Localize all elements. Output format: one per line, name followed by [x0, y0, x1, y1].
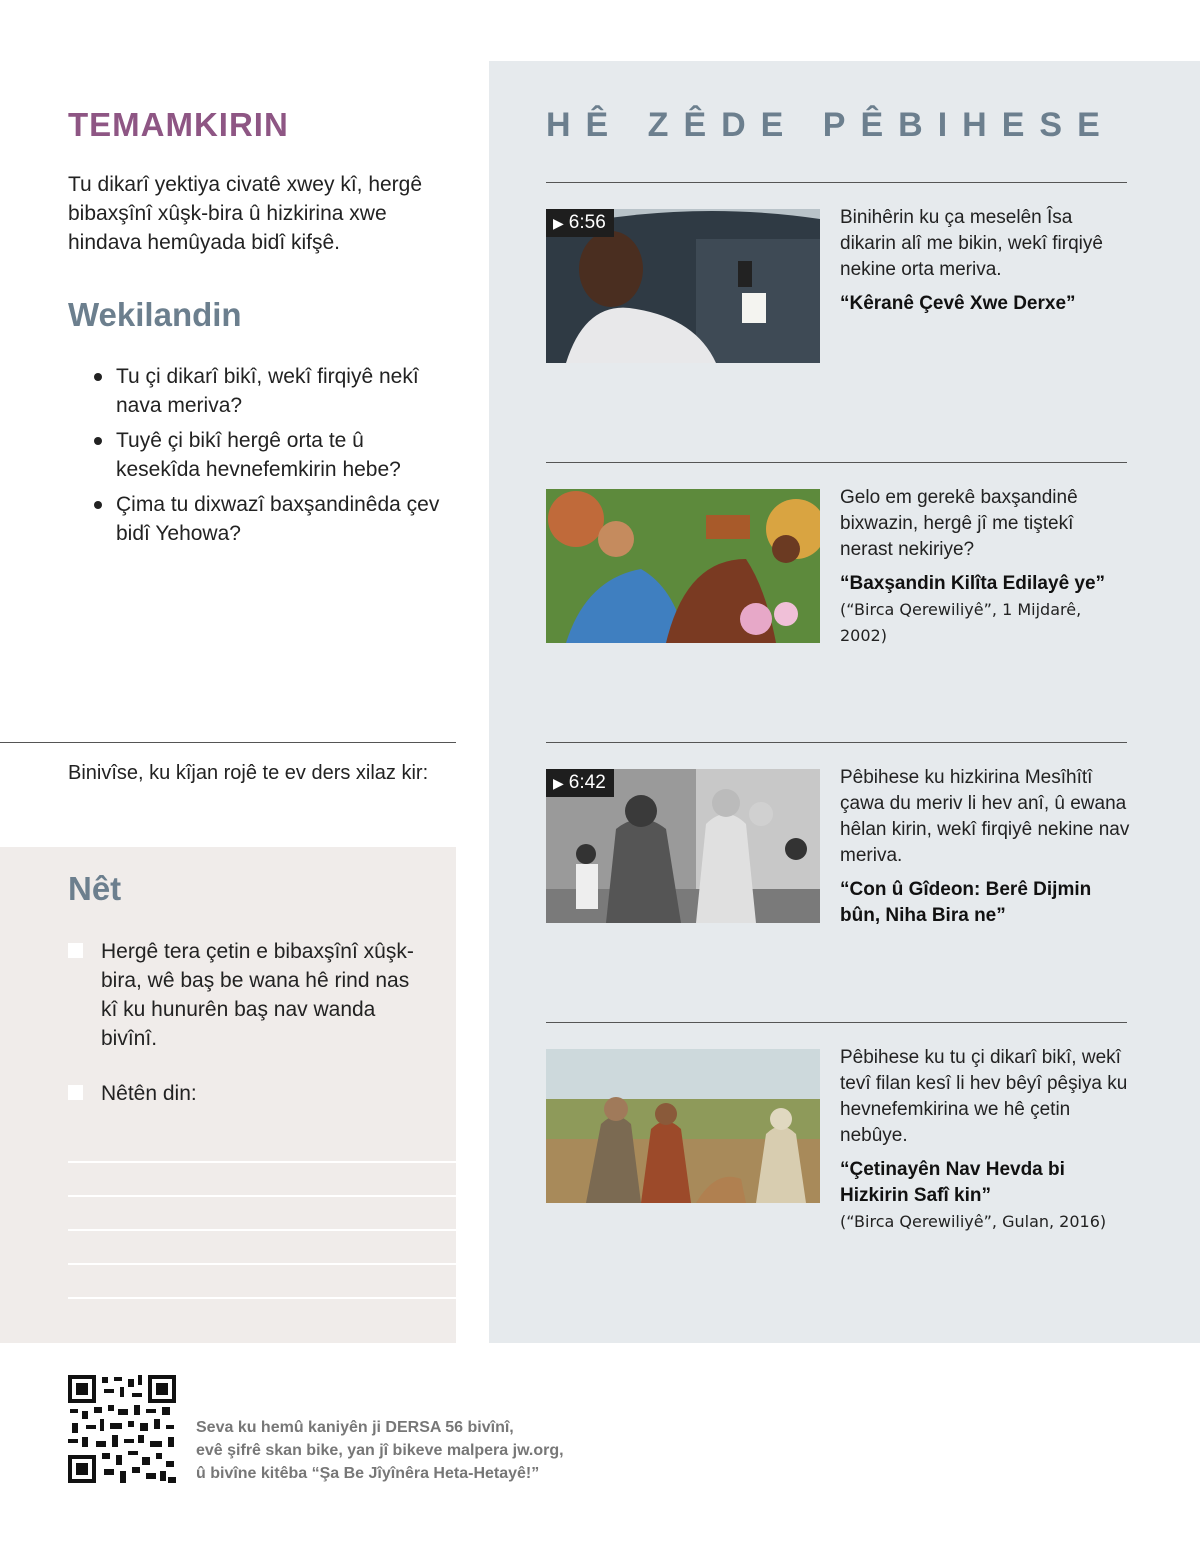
bullet-icon — [94, 437, 102, 445]
item-reference-title[interactable]: “Baxşandin Kilîta Edilayê ye” — [840, 573, 1106, 594]
note-line[interactable] — [68, 1195, 456, 1197]
video-duration-badge: ▶ 6:42 — [546, 769, 614, 797]
goal-title: Nêt — [68, 870, 122, 907]
qr-code-icon — [68, 1375, 176, 1483]
review-item-text: Tu çi dikarî bikî, wekî firqiyê nekî nava meriva? — [116, 365, 419, 417]
note-line[interactable] — [68, 1161, 456, 1163]
note-line[interactable] — [68, 1263, 456, 1265]
review-item — [90, 426, 440, 484]
item-reference-title[interactable]: “Çetinayên Nav Hevda bi Hizkirin Safî kin” — [840, 1159, 1065, 1206]
learn-more-title: HÊ ZÊDE PÊBIHESE — [546, 106, 1115, 144]
divider — [546, 1022, 1127, 1023]
summary-text: Tu dikarî yektiya civatê xwey kî, hergê bibaxşînî xûşk-bira û hizkirina xwe hindava hemûyada bidî kifşê. — [68, 173, 423, 254]
shepherds-image — [546, 1049, 820, 1203]
item-description: Pêbihese ku hizkirina Mesîhîtî çawa du meriv li hev anî, û ewana hêlan kirin, wekî firqiyê nekine nav meriva. — [840, 767, 1130, 866]
item-reference-title[interactable]: “Con û Gîdeon: Berê Dijmin bûn, Niha Bira ne” — [840, 879, 1092, 926]
item-reference-title[interactable]: “Kêranê Çevê Xwe Derxe” — [840, 293, 1076, 314]
review-item — [90, 490, 440, 548]
review-title: Wekilandin — [68, 296, 242, 333]
article-thumbnail[interactable] — [546, 489, 820, 643]
divider — [546, 742, 1127, 743]
footer-line: Seva ku hemû kaniyên ji DERSA 56 bivînî, — [196, 1419, 514, 1436]
divider — [0, 742, 456, 743]
goal-checkbox[interactable] — [68, 1085, 83, 1100]
review-list — [90, 362, 440, 554]
article-thumbnail[interactable] — [546, 1049, 820, 1203]
video-duration-badge: ▶ 6:56 — [546, 209, 614, 237]
bullet-icon — [94, 501, 102, 509]
footer-line: evê şifrê skan bike, yan jî bikeve malpera jw.org, — [196, 1442, 564, 1459]
footer-line: û bivîne kitêba “Şa Be Jîyînêra Heta-Hetayê!” — [196, 1465, 540, 1482]
note-line[interactable] — [68, 1229, 456, 1231]
note-line[interactable] — [68, 1297, 456, 1299]
goal-item-text: Nêtên din: — [101, 1082, 197, 1105]
people-embracing-image — [546, 489, 820, 643]
review-item — [90, 362, 440, 420]
video-thumbnail[interactable] — [546, 209, 820, 363]
qr-code[interactable] — [68, 1375, 176, 1483]
review-item-text: Tuyê çi bikî hergê orta te û kesekîda hevnefemkirin hebe? — [116, 429, 401, 481]
play-icon: ▶ — [553, 215, 564, 231]
summary-title: TEMAMKIRIN — [68, 106, 289, 143]
play-icon: ▶ — [553, 775, 564, 791]
goal-item-text: Hergê tera çetin e bibaxşînî xûşk-bira, wê baş be wana hê rind nas kî ku hunurên baş nav wanda bivînî. — [101, 940, 414, 1050]
item-description: Binihêrin ku ça meselên Îsa dikarin alî me bikin, wekî firqiyê nekine orta meriva. — [840, 207, 1103, 280]
divider — [546, 182, 1127, 183]
review-item-text: Çima tu dixwazî baxşandinêda çev bidî Yehowa? — [116, 493, 440, 545]
footer-text — [196, 1416, 564, 1485]
item-reference-source: (“Birca Qerewiliyê”, 1 Mijdarê, 2002) — [840, 600, 1082, 645]
video-thumbnail[interactable] — [546, 769, 820, 923]
date-write-prompt: Binivîse, ku kîjan rojê te ev ders xilaz kir: — [68, 762, 429, 784]
item-description: Gelo em gerekê baxşandinê bixwazin, hergê jî me tiştekî nerast nekiriye? — [840, 487, 1078, 560]
divider — [546, 462, 1127, 463]
item-description: Pêbihese ku tu çi dikarî bikî, wekî tevî filan kesî li hev bêyî pêşiya ku hevnefemkirina we hê çetin nebûye. — [840, 1047, 1128, 1146]
item-reference-source: (“Birca Qerewiliyê”, Gulan, 2016) — [840, 1212, 1107, 1231]
bullet-icon — [94, 373, 102, 381]
goal-checkbox[interactable] — [68, 943, 83, 958]
